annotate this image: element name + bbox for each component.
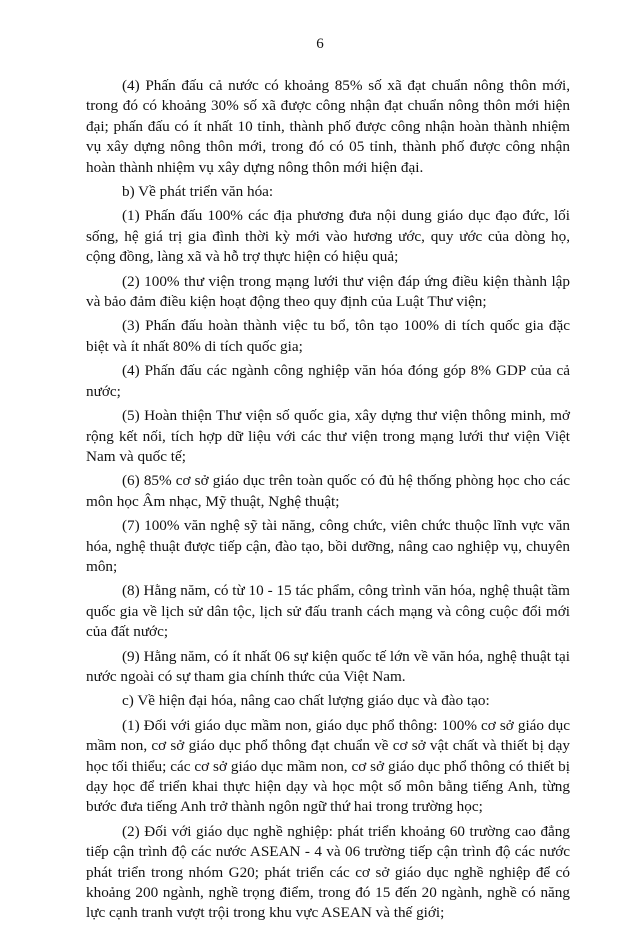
paragraph-rural-target: (4) Phấn đấu cả nước có khoảng 85% số xã đạt chuẩn nông thôn mới, trong đó có khoảng 30% số xã được công nhận đạt chuẩn nông thôn mới hiện đại; phấn đấu có ít nhất 10 tỉnh, thành phố được công nhận hoàn thành nhiệm vụ xây dựng nông thôn mới, trong đó có 05 tỉnh, thành phố được công nhận hoàn thành nhiệm vụ xây dựng nông thôn mới hiện đại. xyxy=(86,77,570,176)
paragraph-education-1: (1) Đối với giáo dục mầm non, giáo dục phổ thông: 100% cơ sở giáo dục mầm non, cơ sở giáo dục phổ thông đạt chuẩn về cơ sở vật chất và thiết bị dạy học tối thiểu; các cơ sở giáo dục mầm non, cơ sở giáo dục phổ thông có thiết bị dạy học để triển khai thực hiện dạy và học một số môn bằng tiếng Anh, từng bước đưa tiếng Anh trở thành ngôn ngữ thứ hai trong trường học; xyxy=(86,716,570,816)
document-body xyxy=(86,76,570,928)
paragraph-culture-8: (8) Hằng năm, có từ 10 - 15 tác phẩm, công trình văn hóa, nghệ thuật tầm quốc gia về lịch sử dân tộc, lịch sử đấu tranh cách mạng và công cuộc đổi mới của đất nước; xyxy=(86,582,570,641)
paragraph-culture-6: (6) 85% cơ sở giáo dục trên toàn quốc có đủ hệ thống phòng học cho các môn học Âm nhạc, Mỹ thuật, Nghệ thuật; xyxy=(86,472,570,510)
page-number: 6 xyxy=(316,36,324,52)
section-heading-education: c) Về hiện đại hóa, nâng cao chất lượng giáo dục và đào tạo: xyxy=(122,692,490,710)
paragraph-culture-1: (1) Phấn đấu 100% các địa phương đưa nội dung giáo dục đạo đức, lối sống, hệ giá trị gia đình thời kỳ mới vào hương ước, quy ước của dòng họ, cộng đồng, làng xã và hỗ trợ thực hiện có hiệu quả; xyxy=(86,207,570,266)
section-heading-culture: b) Về phát triển văn hóa: xyxy=(122,183,274,201)
paragraph-culture-4: (4) Phấn đấu các ngành công nghiệp văn hóa đóng góp 8% GDP của cả nước; xyxy=(86,362,570,400)
paragraph-education-2: (2) Đối với giáo dục nghề nghiệp: phát triển khoảng 60 trường cao đẳng tiếp cận trình độ các nước ASEAN - 4 và 06 trường tiếp cận trình độ các nước phát triển trong nhóm G20; phát triển các cơ sở giáo dục nghề nghiệp để có khoảng 200 ngành, nghề trọng điểm, trong đó 15 đến 20 ngành, nghề có năng lực cạnh tranh vượt trội trong khu vực ASEAN và thế giới; xyxy=(86,822,570,922)
paragraph-culture-9: (9) Hằng năm, có ít nhất 06 sự kiện quốc tế lớn về văn hóa, nghệ thuật tại nước ngoài có sự tham gia chính thức của Việt Nam. xyxy=(86,647,570,685)
paragraph-culture-5: (5) Hoàn thiện Thư viện số quốc gia, xây dựng thư viện thông minh, mở rộng kết nối, tích hợp dữ liệu với các thư viện trong mạng lưới thư viện Việt Nam và quốc tế; xyxy=(86,407,570,465)
paragraph-culture-2: (2) 100% thư viện trong mạng lưới thư viện đáp ứng điều kiện thành lập và bảo đảm điều kiện hoạt động theo quy định của Luật Thư viện; xyxy=(86,272,570,311)
paragraph-culture-3: (3) Phấn đấu hoàn thành việc tu bổ, tôn tạo 100% di tích quốc gia đặc biệt và ít nhất 80% di tích quốc gia; xyxy=(86,317,570,355)
paragraph-culture-7: (7) 100% văn nghệ sỹ tài năng, công chức, viên chức thuộc lĩnh vực văn hóa, nghệ thuật được tiếp cận, đào tạo, bồi dưỡng, nâng cao nghiệp vụ, chuyên môn; xyxy=(86,517,570,575)
